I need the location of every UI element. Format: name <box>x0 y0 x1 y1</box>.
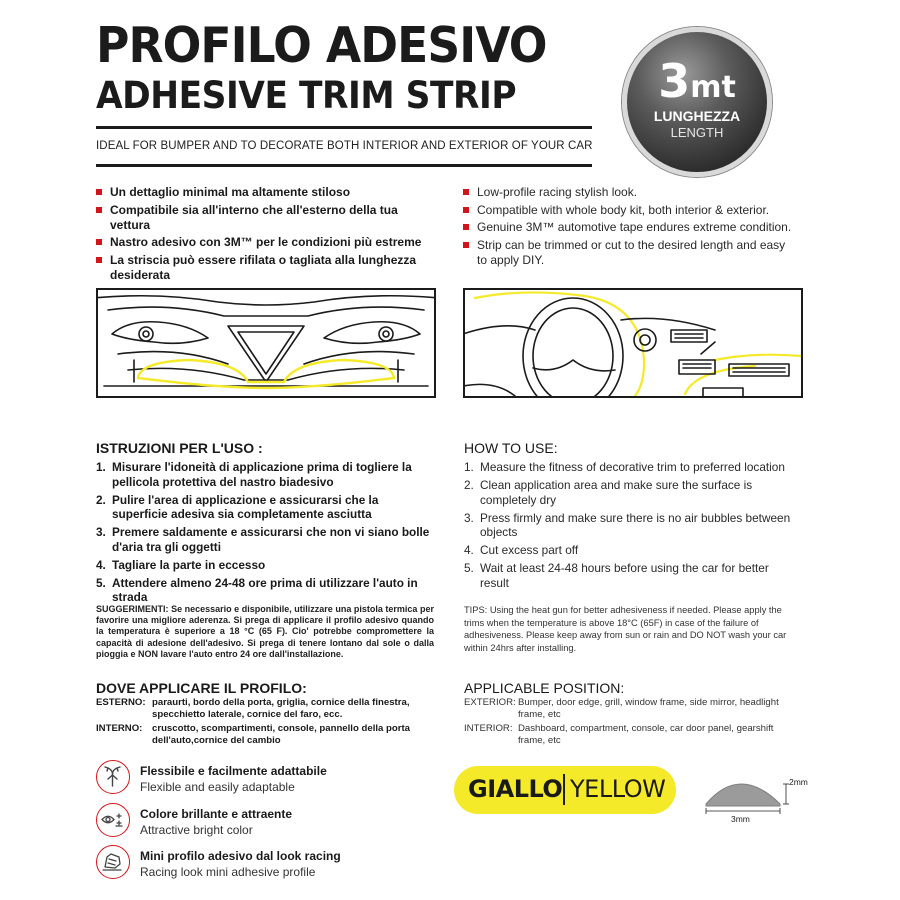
product-tagline: IDEAL FOR BUMPER AND TO DECORATE BOTH INTERIOR AND EXTERIOR OF YOUR CAR <box>96 140 593 152</box>
length-value: 3mt <box>658 54 736 108</box>
profile-height-label: 2mm <box>789 777 808 787</box>
instruction-step: 2. Clean application area and make sure the surface is completely dry <box>464 478 753 507</box>
feature-item: Low-profile racing stylish look. <box>463 185 793 200</box>
instruction-step: 4. Cut excess part off <box>464 543 579 557</box>
positions-list-italian <box>96 697 441 749</box>
flexible-arrows-icon <box>96 760 130 794</box>
feature-item: Compatible with whole body kit, both interior & exterior. <box>463 203 793 218</box>
instruction-step: 4. Tagliare la parte in eccesso <box>96 557 266 572</box>
instructions-list-english <box>464 460 799 594</box>
benefit-title-english: Racing look mini adhesive profile <box>140 865 316 879</box>
position-interior: INTERIOR: Dashboard, compartment, console, car door panel, gearshift frame, etc <box>464 723 774 746</box>
color-name-english: YELLOW <box>570 775 666 803</box>
positions-list-english <box>464 697 794 749</box>
instruction-step: 5. Attendere almeno 24-48 ore prima di utilizzare l'auto in strada <box>96 575 418 604</box>
header-divider-bottom <box>96 164 592 167</box>
position-exterior: EXTERIOR: Bumper, door edge, grill, window frame, side mirror, headlight frame, etc <box>464 697 779 720</box>
instructions-heading-english: HOW TO USE: <box>464 440 558 456</box>
features-list-english <box>463 185 793 270</box>
profile-cross-section-diagram <box>700 764 810 834</box>
positions-heading-english: APPLICABLE POSITION: <box>464 680 625 696</box>
benefit-title-english: Attractive bright color <box>140 823 253 837</box>
feature-item: Genuine 3M™ automotive tape endures extreme condition. <box>463 220 793 235</box>
car-interior-illustration <box>463 288 803 398</box>
feature-item: La striscia può essere rifilata o tagliata alla lunghezza desiderata <box>96 253 441 283</box>
tips-italian: SUGGERIMENTI: Se necessario e disponibile, utilizzare una pistola termica per favorire una migliore aderenza. Si prega di applicare il profilo adesivo quando la temperatura è superiore a 18 °C (65 F). Cio' potrebbe compromettere la capacità di adesione dell'adesivo. Si prega di tenere lontano dal sole o dalla pioggia e NON lavare l'auto entro 24 ore dall'installazione. <box>96 604 434 659</box>
feature-item: Un dettaglio minimal ma altamente stiloso <box>96 185 441 200</box>
position-exterior: ESTERNO: paraurti, bordo della porta, griglia, cornice della finestra, specchietto laterale, cornice del faro, ecc. <box>96 697 410 720</box>
benefit-title-italian: Colore brillante e attraente <box>140 807 293 821</box>
header-divider-top <box>96 126 592 129</box>
profile-width-label: 3mm <box>731 814 750 824</box>
instruction-step: 1. Misurare l'idoneità di applicazione prima di togliere la pellicola protettiva del nastro biadesivo <box>96 460 412 489</box>
color-name-divider <box>563 774 565 805</box>
feature-item: Compatibile sia all'interno che all'esterno della tua vettura <box>96 203 441 233</box>
benefit-bright-color <box>96 803 456 843</box>
instructions-heading-italian: ISTRUZIONI PER L'USO : <box>96 440 263 456</box>
racing-car-icon <box>96 845 130 879</box>
car-front-drawing <box>98 290 434 396</box>
instructions-list-italian <box>96 460 436 608</box>
instruction-step: 5. Wait at least 24-48 hours before using the car for better result <box>464 561 769 590</box>
feature-item: Strip can be trimmed or cut to the desired length and easy to apply DIY. <box>463 238 793 268</box>
color-name-italian: GIALLO <box>468 775 563 803</box>
instruction-step: 3. Press firmly and make sure there is no air bubbles between objects <box>464 510 791 539</box>
color-label-pill <box>454 766 676 814</box>
eye-sparkle-icon <box>96 803 130 837</box>
length-label-italian: LUNGHEZZA <box>653 108 741 124</box>
positions-heading-italian: DOVE APPLICARE IL PROFILO: <box>96 680 307 696</box>
strip-cross-section <box>706 784 780 806</box>
car-front-illustration <box>96 288 436 398</box>
tips-english: TIPS: Using the heat gun for better adhesiveness if needed. Please apply the trims when the temperature is above 18°C (65F) in case of the failure of adhesiveness. Please keep away from sun or rain and DO NOT wash your car within 24hrs after installing. <box>464 605 787 653</box>
benefit-title-english: Flexible and easily adaptable <box>140 780 295 794</box>
product-title-italian: PROFILO ADESIVO <box>96 17 547 74</box>
features-list-italian <box>96 185 441 285</box>
product-title-english: ADHESIVE TRIM STRIP <box>96 74 517 117</box>
car-interior-drawing <box>465 290 801 396</box>
benefit-flexible <box>96 760 456 800</box>
instruction-step: 3. Premere saldamente e assicurarsi che non vi siano bolle d'aria tra gli oggetti <box>96 525 430 554</box>
length-label-english: LENGTH <box>670 125 724 140</box>
benefit-racing-look <box>96 845 456 885</box>
benefit-title-italian: Flessibile e facilmente adattabile <box>140 764 327 778</box>
instruction-step: 1. Measure the fitness of decorative trim to preferred location <box>464 460 785 474</box>
benefit-title-italian: Mini profilo adesivo dal look racing <box>140 849 341 863</box>
feature-item: Nastro adesivo con 3M™ per le condizioni più estreme <box>96 235 441 250</box>
position-interior: INTERNO: cruscotto, scompartimenti, console, pannello della porta dell'auto,cornice del cambio <box>96 723 411 746</box>
instruction-step: 2. Pulire l'area di applicazione e assicurarsi che la superficie adesiva sia completamente asciutta <box>96 492 379 521</box>
length-badge <box>622 27 772 177</box>
